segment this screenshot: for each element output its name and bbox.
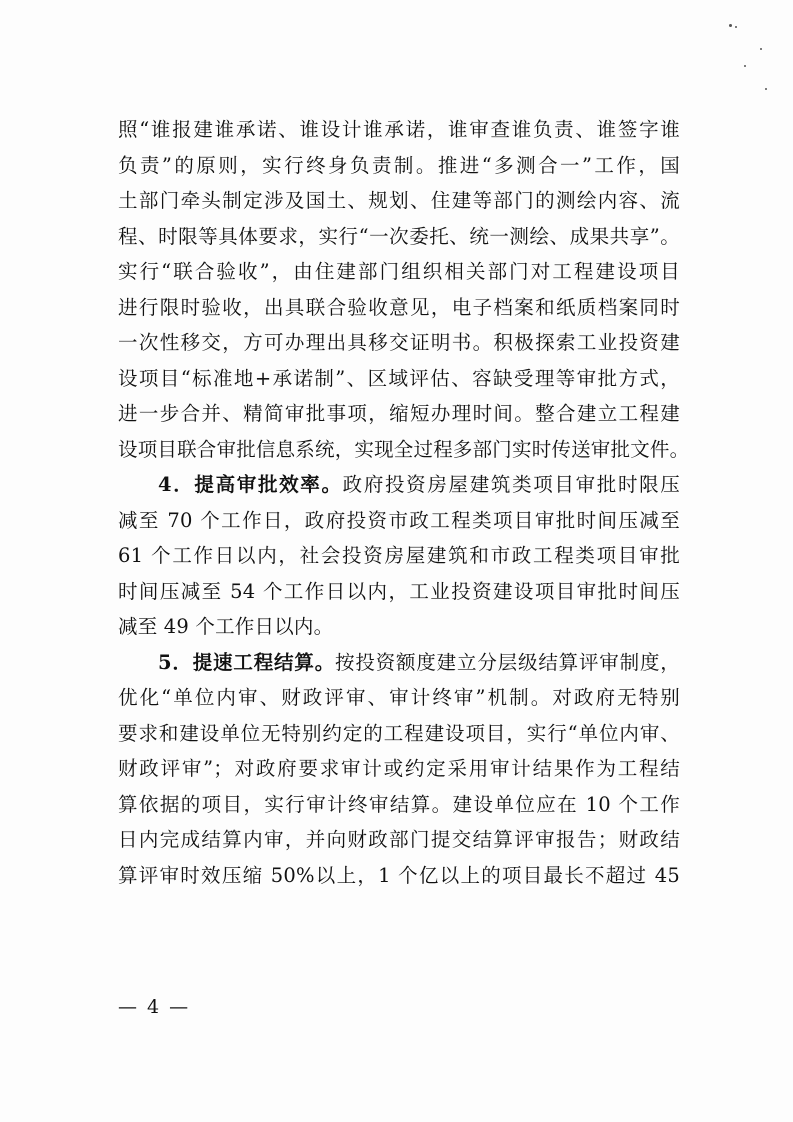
text-line: 进一步合并、精简审批事项，缩短办理时间。整合建立工程建 — [118, 402, 680, 425]
paragraph-5-heading: 5．提速工程结算。 — [158, 650, 336, 674]
text-line: 进行限时验收，出具联合验收意见，电子档案和纸质档案同时 — [118, 295, 680, 319]
text-line: 61 个工作日以内，社会投资房屋建筑和市政工程类项目审批 — [118, 544, 680, 567]
body-text — [118, 112, 690, 893]
scan-speck — [765, 88, 767, 90]
scan-speck — [760, 48, 762, 50]
scan-speck — [729, 24, 732, 27]
paragraph-5-first-text: 按投资额度建立分层级结算评审制度， — [335, 650, 680, 674]
paragraph-4-first-text: 政府投资房屋建筑类项目审批时限压 — [342, 473, 680, 496]
text-line: 一次性移交，方可办理出具移交证明书。积极探索工业投资建 — [118, 331, 680, 354]
text-line: 照“谁报建谁承诺、谁设计谁承诺，谁审查谁负责、谁签字谁 — [118, 118, 680, 141]
text-line: 算依据的项目，实行审计终审结算。建设单位应在 10 个工作 — [118, 792, 680, 816]
text-line: 土部门牵头制定涉及国土、规划、住建等部门的测绘内容、流 — [118, 189, 680, 212]
text-line: 算评审时效压缩 50%以上，1 个亿以上的项目最长不超过 45 — [118, 863, 680, 887]
text-line: 实行“联合验收”，由住建部门组织相关部门对工程建设项目 — [118, 260, 680, 283]
text-line: 要求和建设单位无特别约定的工程建设项目，实行“单位内审、 — [118, 721, 680, 745]
text-line: 设项目联合审批信息系统，实现全过程多部门实时传送审批文件。 — [118, 437, 690, 461]
text-line: 减至 70 个工作日，政府投资市政工程类项目审批时间压减至 — [118, 508, 680, 532]
text-line: 设项目“标准地+承诺制”、区域评估、容缺受理等审批方式， — [118, 366, 680, 390]
paragraph-4-first-line — [118, 467, 680, 503]
text-line: 优化“单位内审、财政评审、审计终审”机制。对政府无特别 — [118, 686, 680, 709]
page-number: — 4 — — [118, 996, 191, 1018]
text-line: 时间压减至 54 个工作日以内，工业投资建设项目审批时间压 — [118, 579, 680, 603]
text-line: 负责”的原则，实行终身负责制。推进“多测合一”工作，国 — [118, 153, 680, 177]
text-line: 减至 49 个工作日以内。 — [118, 615, 334, 638]
paragraph-4-heading: 4．提高审批效率。 — [158, 473, 343, 496]
scan-speck — [744, 65, 746, 67]
text-line: 财政评审”；对政府要求审计或约定采用审计结果作为工程结 — [118, 757, 680, 780]
scan-speck — [735, 26, 737, 28]
paragraph-5-first-line — [118, 645, 680, 681]
text-line: 程、时限等具体要求，实行“一次委托、统一测绘、成果共享”。 — [118, 224, 680, 248]
text-line: 日内完成结算内审，并向财政部门提交结算评审报告；财政结 — [118, 828, 680, 851]
